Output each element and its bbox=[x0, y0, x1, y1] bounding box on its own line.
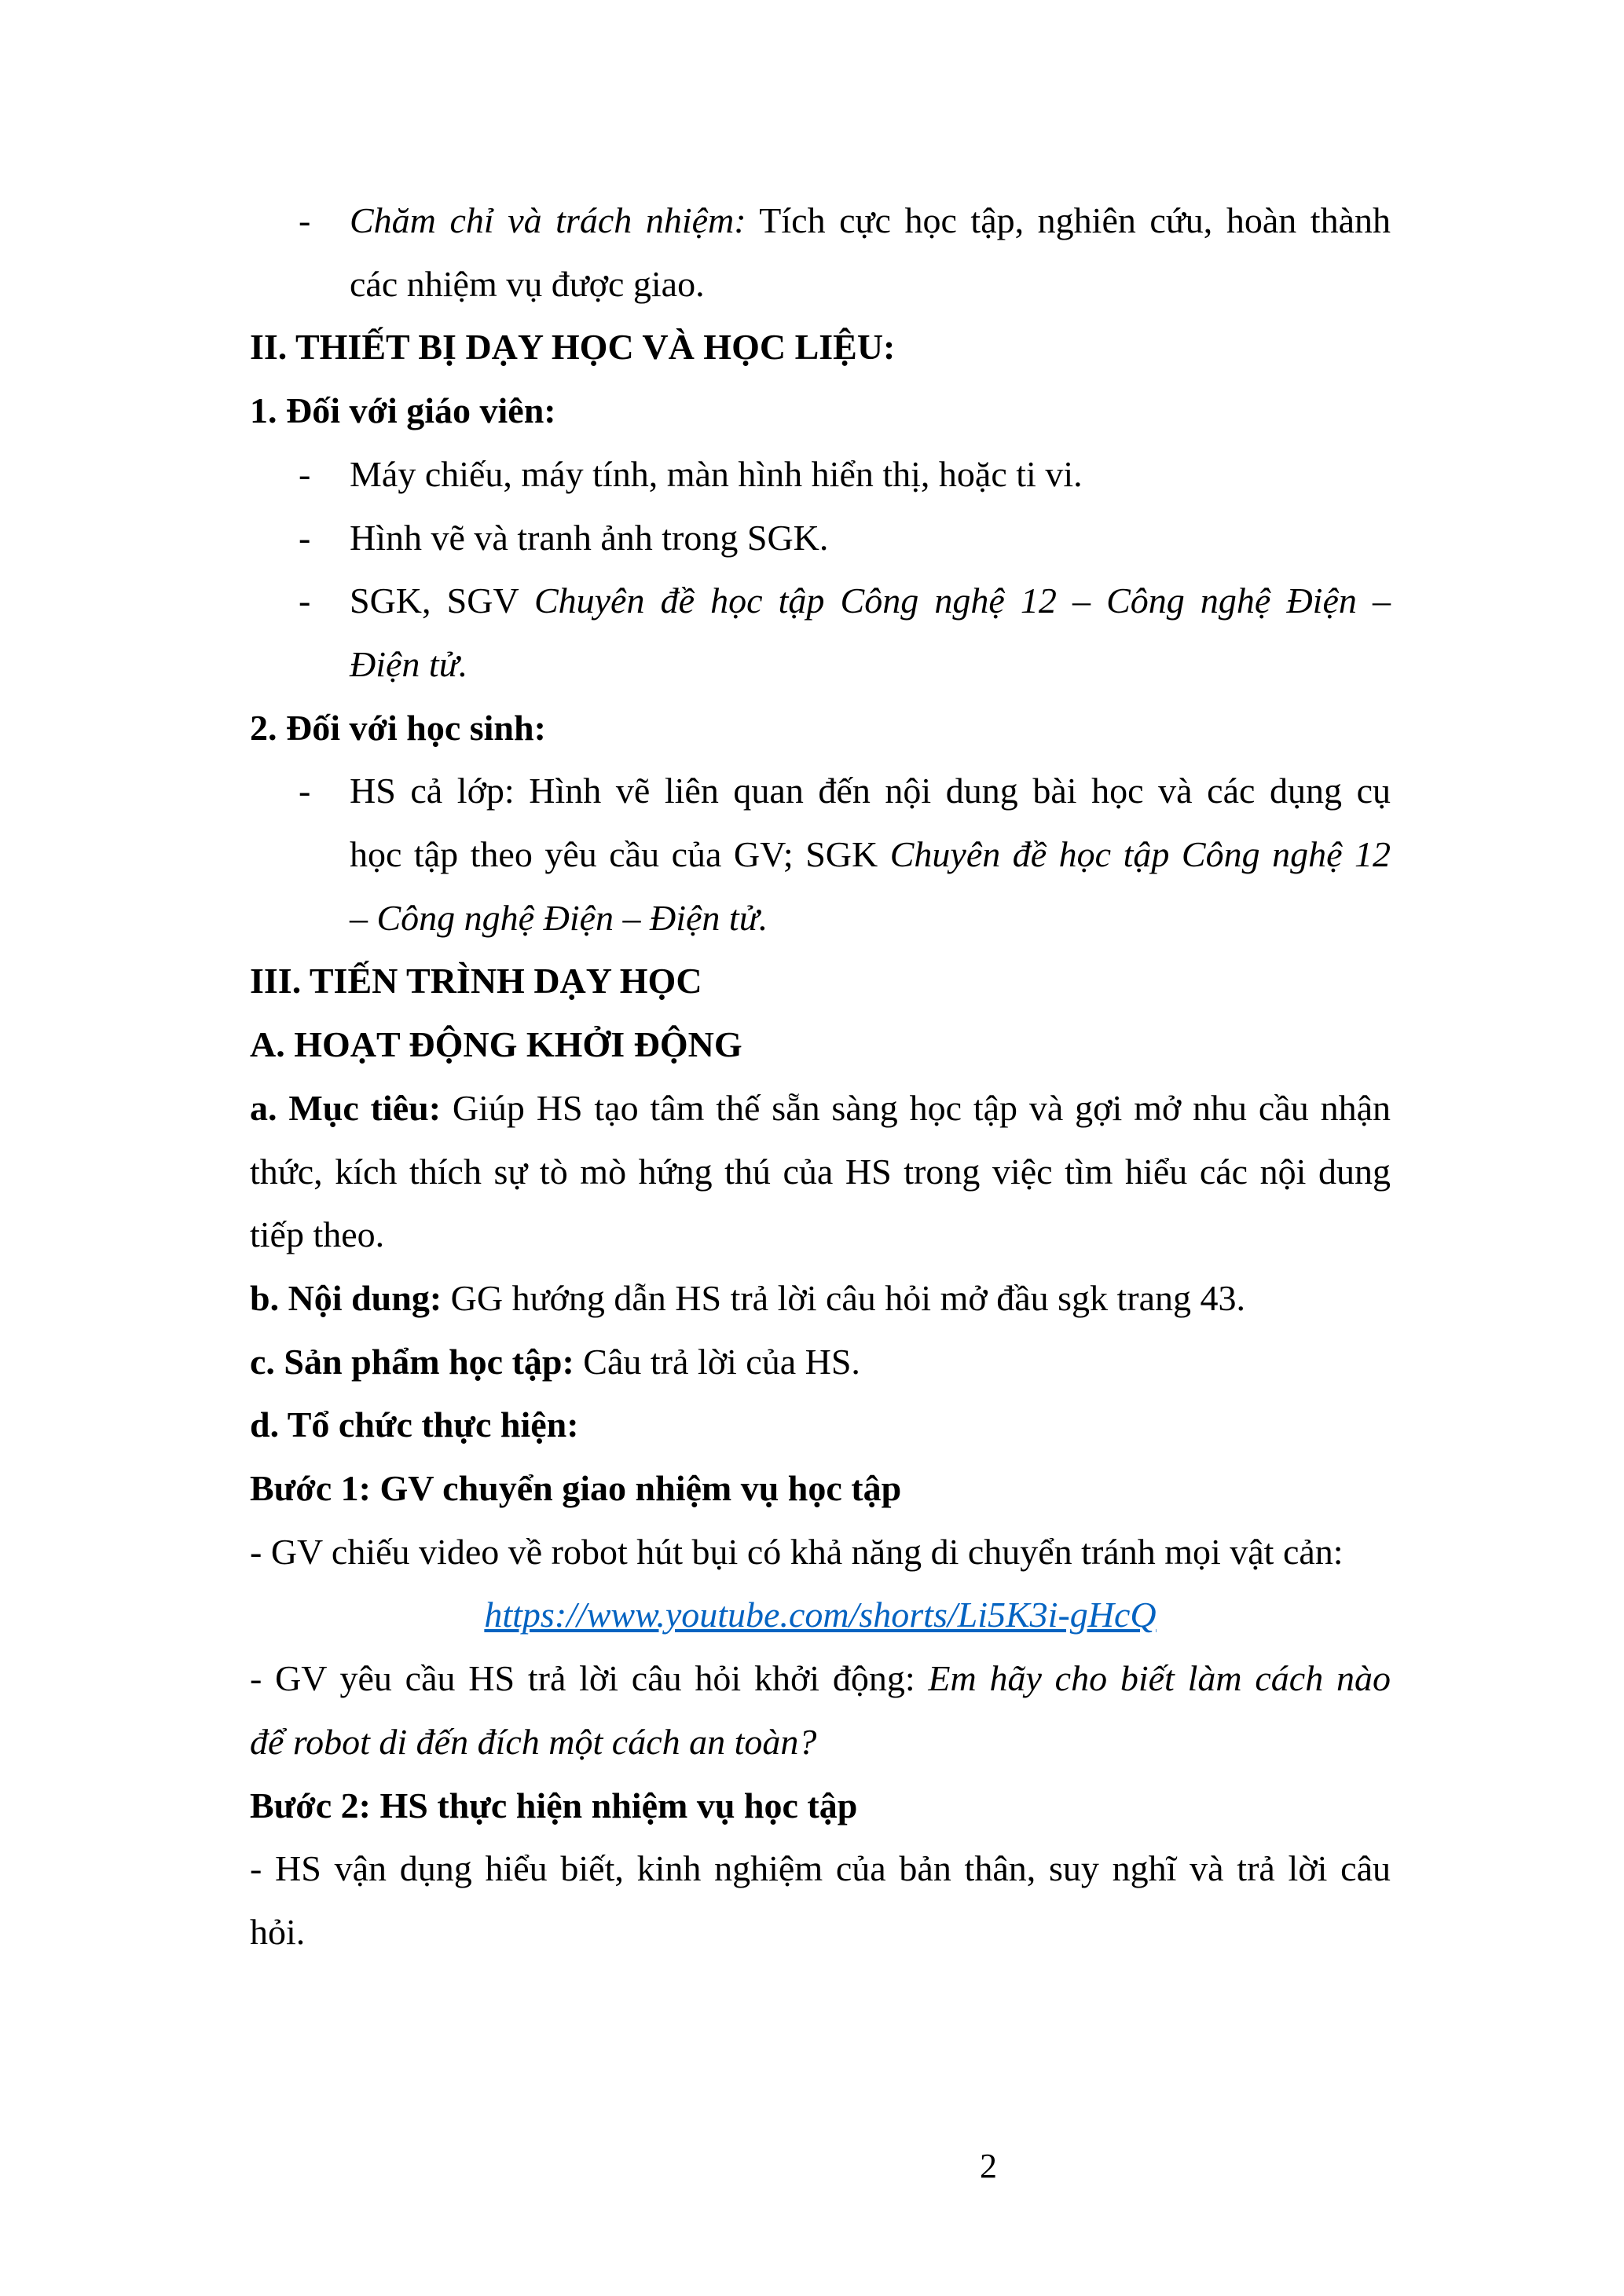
text-segment: 1. Đối với giáo viên: bbox=[250, 390, 556, 431]
doc-line bbox=[250, 379, 1391, 443]
doc-line bbox=[250, 1267, 1391, 1331]
text-segment: Hình vẽ và tranh ảnh trong SGK. bbox=[350, 517, 829, 558]
bullet-dash: - bbox=[299, 453, 311, 494]
doc-line bbox=[250, 1521, 1391, 1584]
doc-line bbox=[250, 633, 1391, 697]
doc-line bbox=[250, 1203, 1391, 1267]
doc-line bbox=[250, 760, 1391, 823]
doc-line bbox=[250, 1393, 1391, 1457]
doc-line bbox=[250, 189, 1391, 253]
text-segment: III. TIẾN TRÌNH DẠY HỌC bbox=[250, 961, 702, 1002]
text-segment: Bước 1: GV chuyển giao nhiệm vụ học tập bbox=[250, 1468, 902, 1509]
doc-line bbox=[250, 1647, 1391, 1711]
text-segment: HS cả lớp: Hình vẽ liên quan đến nội dung bài học và các dụng cụ bbox=[350, 771, 1391, 811]
text-segment: Bước 2: HS thực hiện nhiệm vụ học tập bbox=[250, 1785, 858, 1825]
text-segment: GG hướng dẫn HS trả lời câu hỏi mở đầu sgk trang 43. bbox=[442, 1277, 1246, 1318]
text-segment: Chăm chỉ và trách nhiệm: bbox=[350, 200, 746, 240]
text-segment: các nhiệm vụ được giao. bbox=[350, 263, 705, 304]
doc-line bbox=[250, 950, 1391, 1013]
doc-line bbox=[250, 569, 1391, 633]
text-segment: hỏi. bbox=[250, 1911, 306, 1952]
text-segment: - GV chiếu video về robot hút bụi có khả năng di chuyển tránh mọi vật cản: bbox=[250, 1531, 1344, 1572]
doc-line bbox=[250, 1141, 1391, 1204]
bullet-dash: - bbox=[299, 200, 311, 240]
text-segment: học tập theo yêu cầu của GV; SGK bbox=[350, 834, 890, 875]
bullet-dash: - bbox=[299, 771, 311, 811]
text-segment: Giúp HS tạo tâm thế sẵn sàng học tập và gợi mở nhu cầu nhận bbox=[441, 1087, 1391, 1128]
doc-line bbox=[250, 443, 1391, 507]
text-segment: d. Tổ chức thực hiện: bbox=[250, 1404, 579, 1445]
doc-line bbox=[250, 1774, 1391, 1838]
doc-line bbox=[250, 507, 1391, 570]
doc-line bbox=[250, 1901, 1391, 1965]
text-segment: II. THIẾT BỊ DẠY HỌC VÀ HỌC LIỆU: bbox=[250, 327, 896, 368]
text-segment: Em hãy cho biết làm cách nào bbox=[928, 1658, 1391, 1699]
text-segment: – Công nghệ Điện – Điện tử. bbox=[350, 897, 768, 938]
text-segment: thức, kích thích sự tò mò hứng thú của HS trong việc tìm hiểu các nội dung bbox=[250, 1151, 1391, 1192]
doc-line bbox=[250, 887, 1391, 950]
bullet-dash: - bbox=[299, 580, 311, 621]
bullet-dash: - bbox=[299, 517, 311, 558]
doc-line bbox=[250, 1331, 1391, 1394]
text-segment: c. Sản phẩm học tập: bbox=[250, 1341, 574, 1382]
text-segment: 2. Đối với học sinh: bbox=[250, 707, 546, 748]
document-body bbox=[250, 189, 1391, 1965]
text-segment: b. Nội dung: bbox=[250, 1277, 442, 1318]
text-segment: Tích cực học tập, nghiên cứu, hoàn thành bbox=[746, 200, 1391, 240]
text-segment: Chuyên đề học tập Công nghệ 12 – Công nghệ Điện – bbox=[533, 580, 1391, 621]
doc-line bbox=[250, 1711, 1391, 1774]
doc-line bbox=[250, 1013, 1391, 1077]
text-segment: Máy chiếu, máy tính, màn hình hiển thị, hoặc ti vi. bbox=[350, 453, 1083, 494]
doc-line bbox=[250, 1457, 1391, 1521]
doc-line bbox=[250, 1077, 1391, 1141]
text-segment: a. Mục tiêu: bbox=[250, 1087, 442, 1128]
doc-line bbox=[250, 316, 1391, 379]
text-segment: Điện tử. bbox=[350, 643, 468, 684]
doc-line bbox=[250, 1837, 1391, 1901]
text-segment: để robot di đến đích một cách an toàn? bbox=[250, 1721, 817, 1762]
text-segment: - HS vận dụng hiểu biết, kinh nghiệm của bản thân, suy nghĩ và trả lời câu bbox=[250, 1848, 1391, 1889]
text-segment: A. HOẠT ĐỘNG KHỞI ĐỘNG bbox=[250, 1024, 742, 1065]
text-segment: tiếp theo. bbox=[250, 1214, 385, 1255]
text-segment: SGK, SGV bbox=[350, 580, 534, 621]
doc-line bbox=[250, 1584, 1391, 1647]
doc-line bbox=[250, 253, 1391, 317]
text-segment: Câu trả lời của HS. bbox=[574, 1341, 860, 1382]
doc-line bbox=[250, 697, 1391, 760]
page-number: 2 bbox=[980, 2147, 997, 2185]
doc-line bbox=[250, 823, 1391, 887]
youtube-link[interactable]: https://www.youtube.com/shorts/Li5K3i-gHcQ bbox=[484, 1595, 1157, 1635]
text-segment: Chuyên đề học tập Công nghệ 12 bbox=[889, 834, 1391, 875]
text-segment: - GV yêu cầu HS trả lời câu hỏi khởi động: bbox=[250, 1658, 929, 1699]
